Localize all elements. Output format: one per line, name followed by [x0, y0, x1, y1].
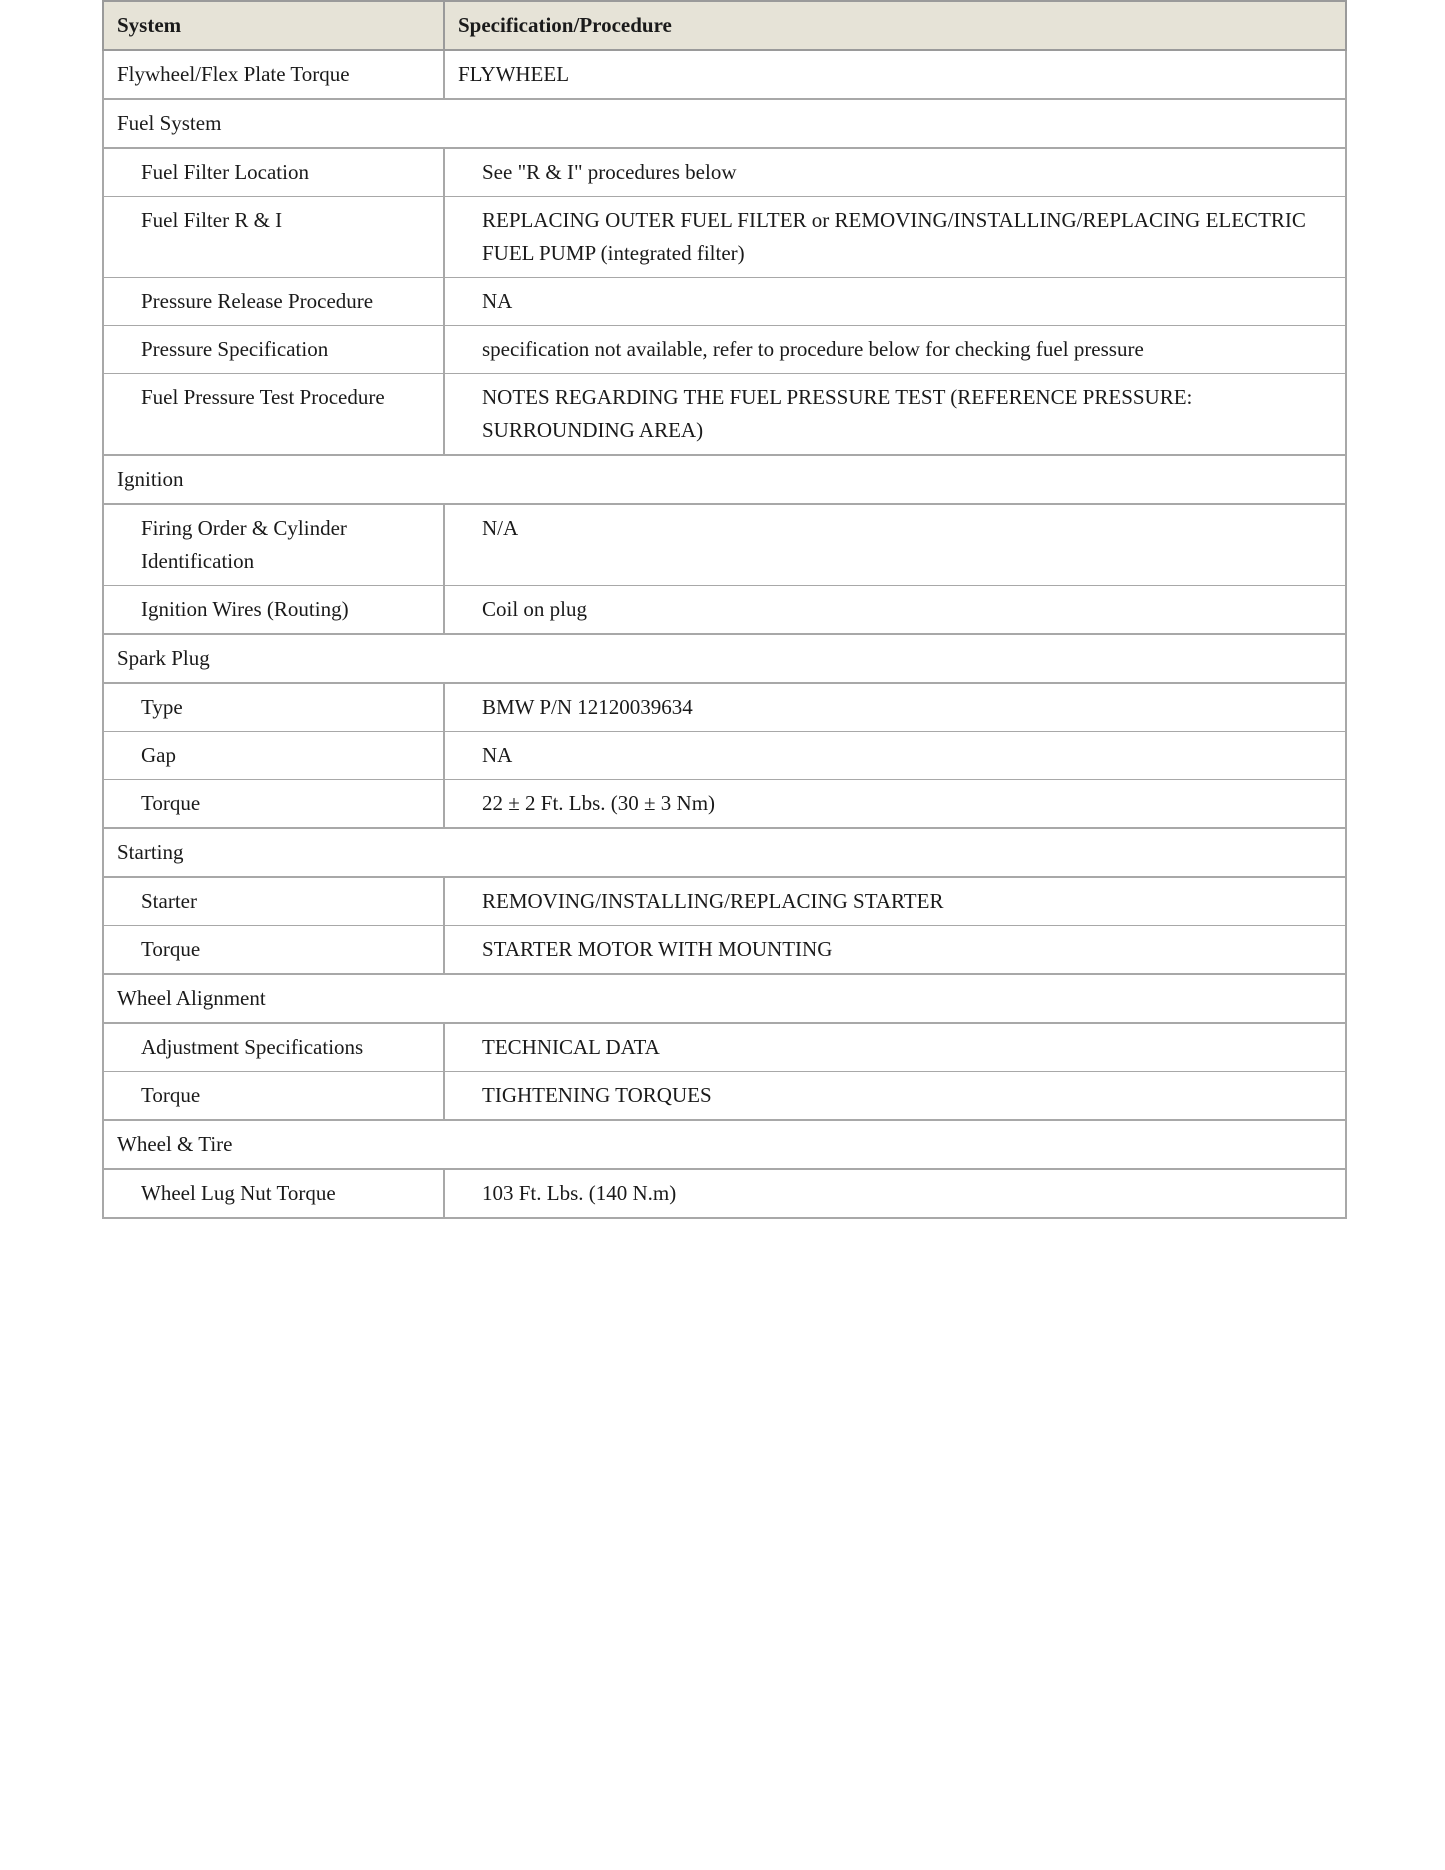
row-value: STARTER MOTOR WITH MOUNTING: [444, 926, 1346, 975]
row-label: Flywheel/Flex Plate Torque: [103, 50, 444, 99]
table-row: [103, 732, 1346, 780]
section-row: [103, 1120, 1346, 1169]
row-value: REPLACING OUTER FUEL FILTER or REMOVING/INSTALLING/REPLACING ELECTRIC FUEL PUMP (integrated filter): [444, 197, 1346, 278]
row-value: REMOVING/INSTALLING/REPLACING STARTER: [444, 877, 1346, 926]
table-row: [103, 877, 1346, 926]
section-title: Wheel Alignment: [103, 974, 1346, 1023]
row-value: FLYWHEEL: [444, 50, 1346, 99]
row-value: See "R & I" procedures below: [444, 148, 1346, 197]
row-label: Type: [103, 683, 444, 732]
row-value: TIGHTENING TORQUES: [444, 1072, 1346, 1121]
section-title: Fuel System: [103, 99, 1346, 148]
table-row: [103, 926, 1346, 975]
section-row: [103, 634, 1346, 683]
row-label: Firing Order & Cylinder Identification: [103, 504, 444, 586]
table-row: [103, 278, 1346, 326]
row-label: Pressure Release Procedure: [103, 278, 444, 326]
table-row: [103, 504, 1346, 586]
row-value: N/A: [444, 504, 1346, 586]
row-label: Starter: [103, 877, 444, 926]
section-row: [103, 974, 1346, 1023]
section-title: Spark Plug: [103, 634, 1346, 683]
row-label: Adjustment Specifications: [103, 1023, 444, 1072]
section-row: [103, 99, 1346, 148]
table-row: [103, 1023, 1346, 1072]
row-label: Torque: [103, 926, 444, 975]
header-specification: Specification/Procedure: [444, 1, 1346, 50]
row-label: Fuel Filter R & I: [103, 197, 444, 278]
section-title: Wheel & Tire: [103, 1120, 1346, 1169]
table-row: [103, 374, 1346, 456]
row-label: Fuel Filter Location: [103, 148, 444, 197]
row-label: Gap: [103, 732, 444, 780]
row-value: NOTES REGARDING THE FUEL PRESSURE TEST (REFERENCE PRESSURE: SURROUNDING AREA): [444, 374, 1346, 456]
table-row: [103, 197, 1346, 278]
row-label: Fuel Pressure Test Procedure: [103, 374, 444, 456]
row-value: Coil on plug: [444, 586, 1346, 635]
row-label: Torque: [103, 1072, 444, 1121]
header-row: [103, 1, 1346, 50]
row-value: specification not available, refer to procedure below for checking fuel pressure: [444, 326, 1346, 374]
row-value: NA: [444, 278, 1346, 326]
table-header: [103, 1, 1346, 50]
row-value: NA: [444, 732, 1346, 780]
header-system: System: [103, 1, 444, 50]
table-row: [103, 148, 1346, 197]
row-value: BMW P/N 12120039634: [444, 683, 1346, 732]
table-row: [103, 326, 1346, 374]
row-value: 22 ± 2 Ft. Lbs. (30 ± 3 Nm): [444, 780, 1346, 829]
section-title: Starting: [103, 828, 1346, 877]
table-row: [103, 1072, 1346, 1121]
table-row: [103, 50, 1346, 99]
table-row: [103, 683, 1346, 732]
table-row: [103, 780, 1346, 829]
row-label: Wheel Lug Nut Torque: [103, 1169, 444, 1218]
row-label: Torque: [103, 780, 444, 829]
section-row: [103, 828, 1346, 877]
specifications-table: [102, 0, 1347, 1219]
table-body: [103, 50, 1346, 1218]
table-row: [103, 586, 1346, 635]
row-value: 103 Ft. Lbs. (140 N.m): [444, 1169, 1346, 1218]
section-title: Ignition: [103, 455, 1346, 504]
row-label: Pressure Specification: [103, 326, 444, 374]
table-row: [103, 1169, 1346, 1218]
section-row: [103, 455, 1346, 504]
row-value: TECHNICAL DATA: [444, 1023, 1346, 1072]
row-label: Ignition Wires (Routing): [103, 586, 444, 635]
